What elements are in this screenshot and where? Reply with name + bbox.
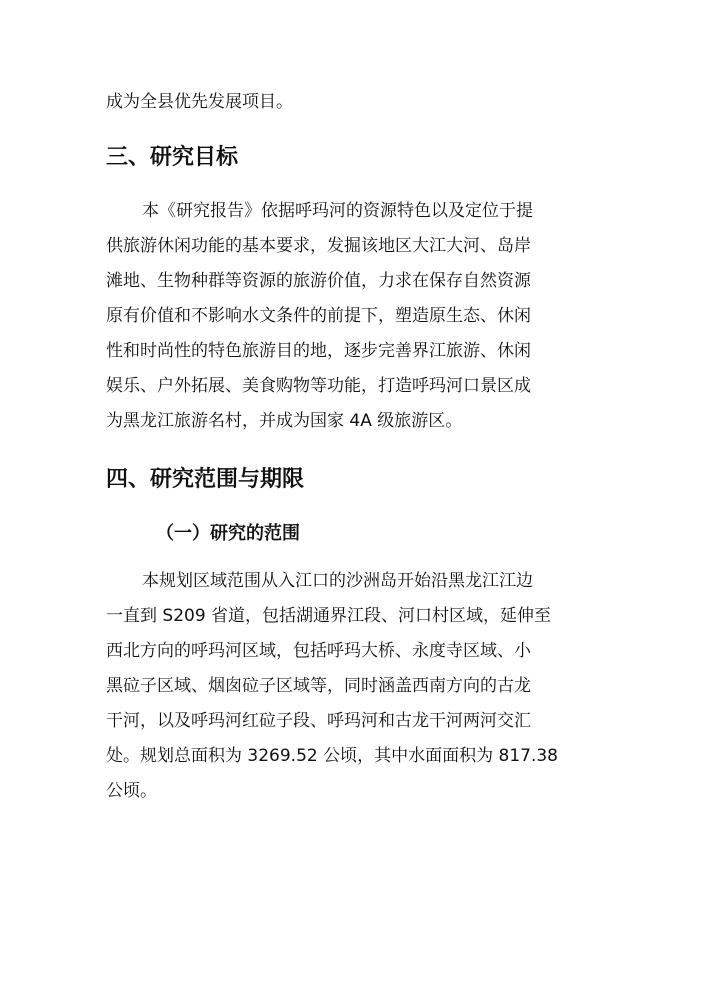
paragraph-line: 干河，以及呼玛河红砬子段、呼玛河和古龙干河两河交汇 [106,711,531,731]
intro-line: 成为全县优先发展项目。 [106,92,293,112]
paragraph-line: 性和时尚性的特色旅游目的地，逐步完善界江旅游、休闲 [106,341,531,361]
paragraph-line: 供旅游休闲功能的基本要求，发掘该地区大江大河、岛岸 [106,236,531,256]
section-heading-scope-period: 四、研究范围与期限 [106,467,305,492]
paragraph-line: 娱乐、户外拓展、美食购物等功能，打造呼玛河口景区成 [106,376,531,396]
paragraph-line: 本规划区域范围从入江口的沙洲岛开始沿黑龙江江边 [142,571,533,591]
paragraph-line: 为黑龙江旅游名村，并成为国家 4A 级旅游区。 [106,411,463,431]
paragraph-line: 西北方向的呼玛河区域，包括呼玛大桥、永度寺区域、小 [106,641,531,661]
paragraph-line: 黑砬子区域、烟囱砬子区域等，同时涵盖西南方向的古龙 [106,676,531,696]
paragraph-line: 原有价值和不影响水文条件的前提下，塑造原生态、休闲 [106,306,531,326]
paragraph-line: 一直到 S209 省道，包括湖通界江段、河口村区域，延伸至 [106,606,552,626]
paragraph-line: 公顷。 [106,781,157,801]
paragraph-line: 滩地、生物种群等资源的旅游价值，力求在保存自然资源 [106,271,531,291]
paragraph-line: 本《研究报告》依据呼玛河的资源特色以及定位于提 [142,201,533,221]
paragraph-line: 处。规划总面积为 3269.52 公顷，其中水面面积为 817.38 [106,746,558,766]
subsection-heading-scope: （一）研究的范围 [156,523,300,544]
section-heading-research-goals: 三、研究目标 [106,145,239,170]
